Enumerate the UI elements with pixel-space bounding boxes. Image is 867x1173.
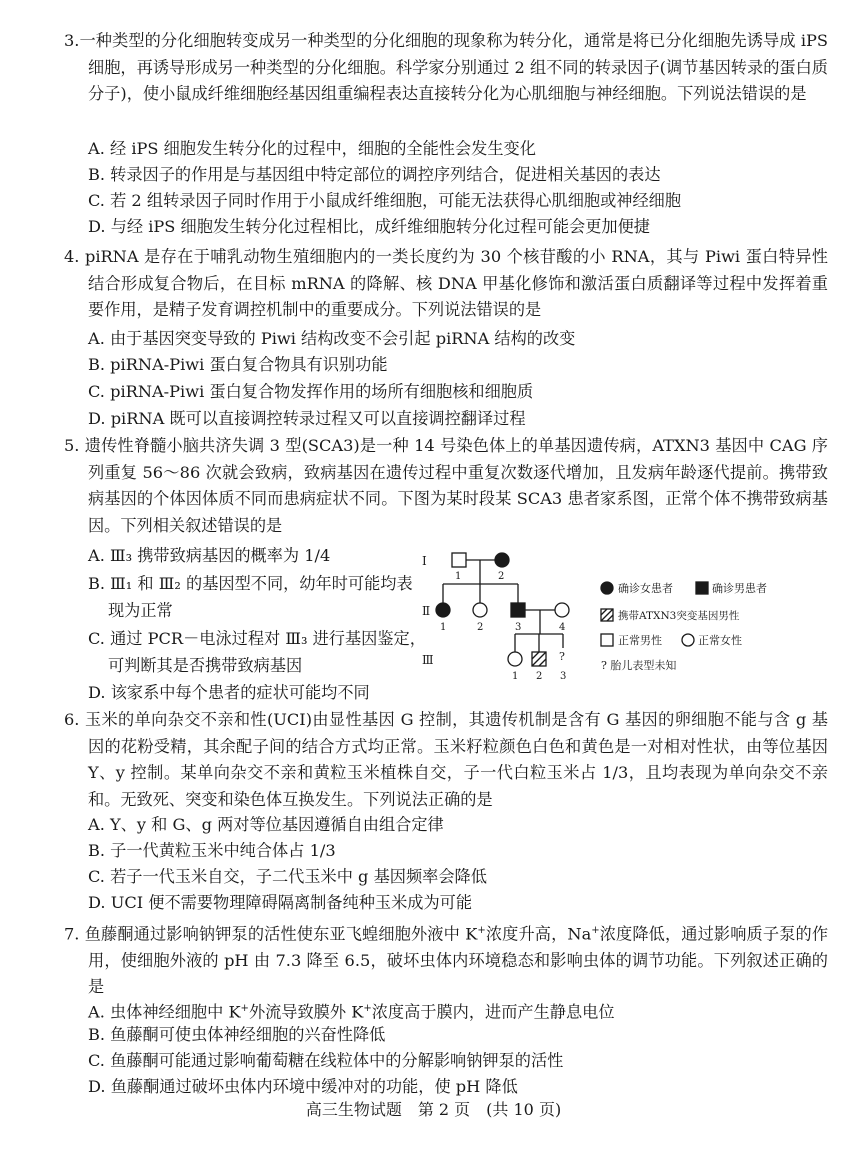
q7-a-sup2: + xyxy=(363,1003,372,1014)
q6-option-d: D. UCI 便不需要物理障碍隔离制备纯种玉米成为可能 xyxy=(88,893,473,912)
legend-normal-female: 正常女性 xyxy=(698,634,742,647)
q5-option-b: B. Ⅲ₁ 和 Ⅲ₂ 的基因型不同，幼年时可能均表现为正常 xyxy=(88,574,413,620)
num-I1: 1 xyxy=(455,571,462,582)
legend-affected-male: 确诊男患者 xyxy=(712,582,767,595)
num-II2: 2 xyxy=(477,622,484,633)
num-I2: 2 xyxy=(498,571,505,582)
q5-option-d: D. 该家系中每个患者的症状可能均不同 xyxy=(88,683,370,702)
gen-label-II: Ⅱ xyxy=(422,604,431,618)
pedigree-II3-affected-male xyxy=(511,603,525,617)
q5-stem: 5. 遗传性脊髓小脑共济失调 3 型(SCA3)是一种 14 号染色体上的单基因遗传病，ATXN3 基因中 CAG 序列重复 56～86 次就会致病，致病基因在遗传过程中重复次数逐代增加，且发病年龄逐代提前。携带致病基因的个体因体质不同而患病症状不同。下图为某时段某 SCA3 患者家系图，正常个体不携带致病基因。下列相关叙述错误的是 xyxy=(64,436,828,535)
legend-unknown: ? 胎儿表型未知 xyxy=(601,659,677,672)
num-III2: 2 xyxy=(536,671,543,682)
legend-normal-male: 正常男性 xyxy=(618,634,662,647)
q7-stem-part3: 浓度降低，通过影响质子泵的作用，使细胞外液的 pH 由 7.3 降至 6.5，破坏虫体内环境稳态和影响虫体的调节功能。下列叙述正确的是 xyxy=(88,924,829,997)
q4-option-c: C. piRNA-Piwi 蛋白复合物发挥作用的场所有细胞核和细胞质 xyxy=(88,382,534,401)
legend-normal-female-icon xyxy=(682,634,694,646)
gen-label-III: Ⅲ xyxy=(422,653,434,667)
gen-label-I: Ⅰ xyxy=(422,554,427,568)
num-II3: 3 xyxy=(515,622,522,633)
q7-stem xyxy=(64,918,828,1001)
q3-stem: 3.一种类型的分化细胞转变成另一种类型的分化细胞的现象称为转分化，通常是将已分化细胞先诱导成 iPS 细胞，再诱导形成另一种类型的分化细胞。科学家分别通过 2 组不同的转录因子(调节基因转录的蛋白质分子)，使小鼠成纤维细胞经基因组重编程表达直接转分化为心肌细胞与神经细胞。下列说法错误的是 xyxy=(64,31,828,103)
q7-option-d: D. 鱼藤酮通过破坏虫体内环境中缓冲对的功能，使 pH 降低 xyxy=(88,1077,518,1096)
q7-sup-na: + xyxy=(591,925,600,936)
q3-option-d: D. 与经 iPS 细胞发生转分化过程相比，成纤维细胞转分化过程可能会更加便捷 xyxy=(88,217,650,236)
q5-option-a: A. Ⅲ₃ 携带致病基因的概率为 1/4 xyxy=(88,546,331,565)
q6-option-b: B. 子一代黄粒玉米中纯合体占 1/3 xyxy=(88,841,336,860)
q7-stem-part1: 7. 鱼藤酮通过影响钠钾泵的活性使东亚飞蝗细胞外液中 K xyxy=(64,924,478,944)
q5-option-c: C. 通过 PCR－电泳过程对 Ⅲ₃ 进行基因鉴定，可判断其是否携带致病基因 xyxy=(88,629,426,675)
pedigree-chart xyxy=(418,548,798,683)
q6-option-a: A. Y、y 和 G、g 两对等位基因遵循自由组合定律 xyxy=(88,815,444,834)
q6-stem: 6. 玉米的单向杂交不亲和性(UCI)由显性基因 G 控制，其遗传机制是含有 G 基因的卵细胞不能与含 g 基因的花粉受精，其余配子间的结合方式均正常。玉米籽粒颜色白色和黄色是一对相对性状，由等位基因 Y、y 控制。某单向杂交不亲和黄粒玉米植株自交，子一代白粒玉米占 1/3，且均表现为单向杂交不亲和。无致死、突变和染色体互换发生。下列说法正确的是 xyxy=(64,710,828,809)
q7-option-a xyxy=(88,996,615,1025)
pedigree-III1-normal-female xyxy=(508,652,522,666)
q3-option-b: B. 转录因子的作用是与基因组中特定部位的调控序列结合，促进相关基因的表达 xyxy=(88,165,661,184)
q7-a-part2: 外流导致膜外 K xyxy=(248,1002,364,1022)
pedigree-II4-normal-female xyxy=(555,603,569,617)
q7-option-b: B. 鱼藤酮可使虫体神经细胞的兴奋性降低 xyxy=(88,1025,386,1044)
q7-a-part1: A. 虫体神经细胞中 K xyxy=(88,1002,241,1022)
q4-option-d: D. piRNA 既可以直接调控转录过程又可以直接调控翻译过程 xyxy=(88,409,526,428)
q6-option-c: C. 若子一代玉米自交，子二代玉米中 g 基因频率会降低 xyxy=(88,867,487,886)
q4-option-a: A. 由于基因突变导致的 Piwi 结构改变不会引起 piRNA 结构的改变 xyxy=(88,329,576,348)
q4-option-b: B. piRNA-Piwi 蛋白复合物具有识别功能 xyxy=(88,355,388,374)
num-II4: 4 xyxy=(559,622,566,633)
num-III3: 3 xyxy=(560,671,567,682)
num-III1: 1 xyxy=(512,671,519,682)
q7-stem-part2: 浓度升高，Na xyxy=(485,924,592,944)
legend-affected-male-icon xyxy=(696,582,708,594)
q3-option-a: A. 经 iPS 细胞发生转分化的过程中，细胞的全能性会发生变化 xyxy=(88,139,536,158)
page-footer: 高三生物试题 第 2 页 (共 10 页) xyxy=(305,1100,562,1119)
pedigree-I2-affected-female xyxy=(495,553,509,567)
q3-option-c: C. 若 2 组转录因子同时作用于小鼠成纤维细胞，可能无法获得心肌细胞或神经细胞 xyxy=(88,191,682,210)
q7-a-part3: 浓度高于膜内，进而产生静息电位 xyxy=(371,1002,615,1022)
num-II1: 1 xyxy=(440,622,447,633)
legend-carrier-male: 携带ATXN3突变基因男性 xyxy=(618,610,740,622)
legend-affected-female: 确诊女患者 xyxy=(618,582,673,595)
pedigree-I1-normal-male xyxy=(452,553,466,567)
q4-stem: 4. piRNA 是存在于哺乳动物生殖细胞内的一类长度约为 30 个核苷酸的小 RNA，其与 Piwi 蛋白特异性结合形成复合物后，在目标 mRNA 的降解、核 DNA 甲基化修饰和激活蛋白质翻译等过程中发挥着重要作用，是精子发育调控机制中的重要成分。下列说法错误的是 xyxy=(64,247,828,319)
q7-a-sup1: + xyxy=(240,1003,249,1014)
legend-affected-female-icon xyxy=(601,582,613,594)
q7-option-c: C. 鱼藤酮可能通过影响葡萄糖在线粒体中的分解影响钠钾泵的活性 xyxy=(88,1051,564,1070)
pedigree-II1-affected-female xyxy=(436,603,450,617)
pedigree-II2-normal-female xyxy=(473,603,487,617)
q7-sup-k: + xyxy=(477,925,486,936)
legend-normal-male-icon xyxy=(601,634,613,646)
unknown-fetus-mark: ? xyxy=(559,650,565,663)
